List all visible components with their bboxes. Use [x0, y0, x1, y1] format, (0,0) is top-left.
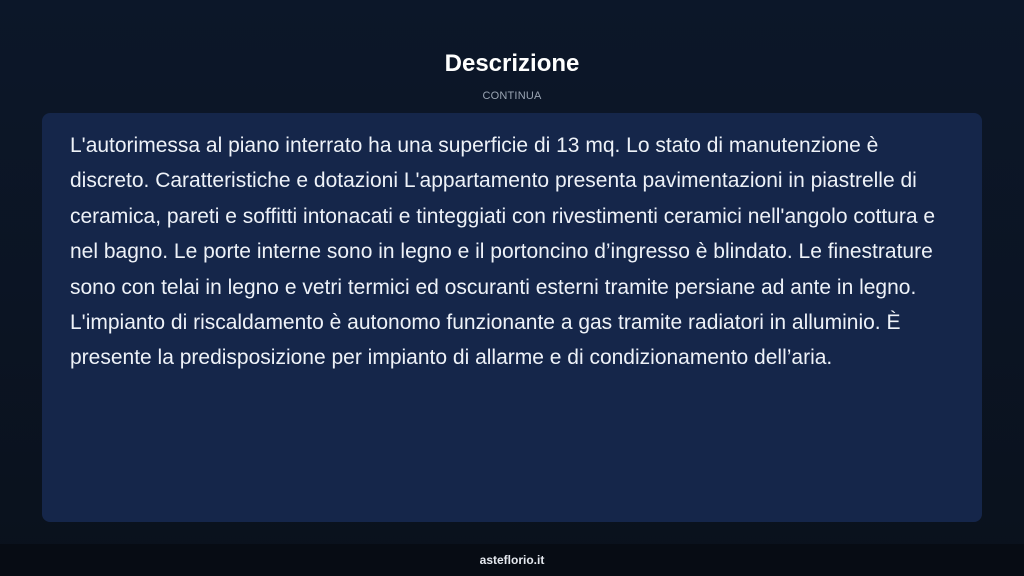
description-card: [42, 113, 982, 522]
footer-site-label: asteflorio.it: [479, 553, 545, 567]
footer-bar: [0, 544, 1024, 576]
page-title: Descrizione: [444, 50, 580, 77]
description-text: L'autorimessa al piano interrato ha una superficie di 13 mq. Lo stato di manutenzione è discreto. Caratteristiche e dotazioni L'appartamento presenta pavimentazioni in piastrelle di ceramica, pareti e soffitti intonacati e tinteggiati con rivestimenti ceramici nell'angolo cottura e nel bagno. Le porte interne sono in legno e il portoncino d’ingresso è blindato. Le finestrature sono con telai in legno e vetri termici ed oscuranti esterni tramite persiane ad ante in legno. L'impianto di riscaldamento è autonomo funzionante a gas tramite radiatori in alluminio. È presente la predisposizione per impianto di allarme e di condizionamento dell’aria.: [70, 134, 936, 370]
continue-label: CONTINUA: [482, 90, 542, 102]
